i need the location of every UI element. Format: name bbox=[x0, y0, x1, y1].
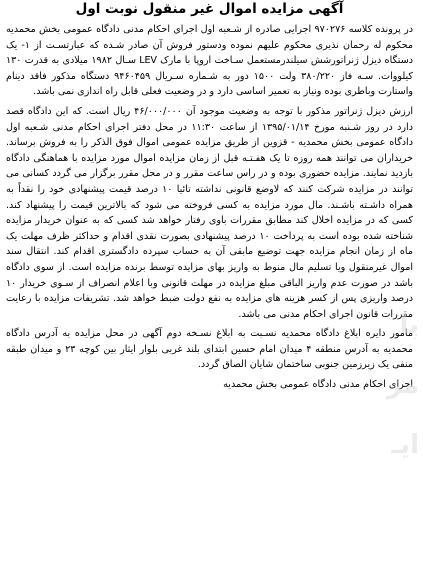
watermark-glyph: ایـ bbox=[391, 430, 419, 460]
notice-issuer-signature: اجرای احکام مدنی دادگاه عمومی بخش محمدیه bbox=[223, 379, 413, 391]
watermark-glyph: پا bbox=[399, 310, 419, 340]
notice-paragraph-serving-officer: مامور دایره ابلاغ دادگاه محمدیه نسـبت به ابلاغ نسـخه دوم آگهی در محل مزایده به آدرس دادگاه محمدیه به آدرس منطقه ۴ میدان امام حسین ابتدای بلند غربی بلوار ایثار بین کوچه ۲۳ و میدان طبقه منفی یک زیرزمین جنوبی ساختمان شایان الصاق گردد. bbox=[6, 328, 413, 371]
notice-paragraph-auction-terms: ارزش دیزل ژنراتور مذکور با توجه به وضعیت موجود آن ۴۶/۰۰۰/۰۰۰ ریال است. که این دادگاه قصد دارد در روز شـنبه مورخ ۱۳۹۵/۰۱/۱۴ از ساعت ۱۱:۳۰ در محل دفتر اجرای احکام مدنی شـعبه اول دادگاه عمومی بخش محمدیه - قزوین از طریق مزایده عمومی اموال فوق الذکر را به فروش برساند. خریداران می توانند همه روزه تا یک هفـتـه قبل از زمان مزایده اموال مورد مزایده با هماهنگی دادگاه بازدید نمایند. مزایده حضوری بوده و در راس ساعت مقرر و در محل مقرر برگزار می گردد کسانی می توانند در مزایده شرکت کنند که لاوضع قانونی نداشته تائیا ۱۰ درصد قیمت پیشنهادی خود را نقداً به همراه داشـته باشـند. مال مورد مزایده به کسی فروخته می شود که بالاترین قیمت را پیشنهاد کند. کسی که در مزایده اخلال کند مطابق مقررات باوی رفتار خواهد شد کسی که به عنوان خریدار مزایده شناخته شده بوده است به پرداخت ۱۰ درصد پیشنهادی بصورت نقدی اقدام و حداکثر ظرف مهلت یک ماه از زمان انجام مزایده جهت توضیع مابقی آن به حساب سپرده دادگستری اقدام کند. انتقال سند اموال غیرمنقول ویا تسلیم مال منوط به واریز بهای مزایده توسط برنده مزایده است. از سوی دادگاه باشد در صورت عدم واریز الباقی مبلغ مزایده در مهلت قانونی وبا اعلام انصراف از سـوی خریدار ۱۰ درصد واریزی پس از کسر هزینه های مزایده به نفع دولت ضبط خواهد شد. تشریفات مزایده با رعایت مقررات قانون اجرای احکام مدنی می باشد. bbox=[6, 105, 414, 320]
notice-title: آگهی مزایده اموال غیر منقول نوبت اول bbox=[75, 1, 344, 17]
notice-paragraph-item-details: در پرونده کلاسه ۹۷۰۲۷۶ اجرایی صادره از شـعبه اول اجرای احکام مدنی دادگاه عمومی بخش محمدیه محکوم له رحمان نذیری محکوم علیهم نموده ودستور فروش آن صادر شـده که عبارتسـت از ۱- یک دستگاه دیزل ژنراتورشش سیلندرمستعمل سـاخت اروپا با مارک LEV سـال ۱۹۸۲ میلادی به قدرت ۱۳۰ کیلووات. سـه فاز ۳۸۰/۲۲۰ ولت ۱۵۰۰ دور به شـماره سـریال ۹۴۶۰۴۵۹ دستگاه مذکور فاقد دینام واستارت وباطری بوده ونیاز به تعمیر اساسی دارد و در وضعیت فعلی قابل راه اندازی نمی باشد. bbox=[6, 24, 413, 98]
watermark-glyph: مز bbox=[386, 370, 419, 400]
